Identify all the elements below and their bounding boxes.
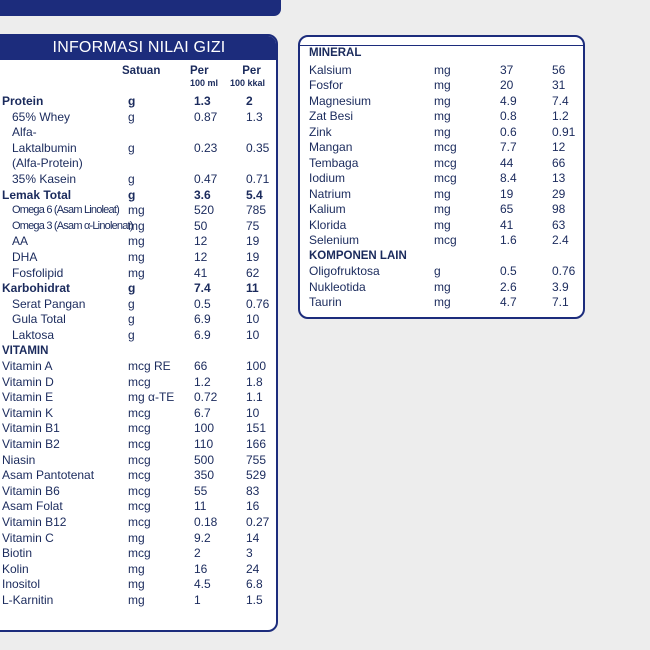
nutrient-name: Niasin: [2, 452, 36, 467]
per-100kkal-value: 62: [246, 265, 260, 280]
nutrient-name: Alfa-Laktalbumin (Alfa-Protein): [12, 125, 83, 171]
table-row: [0, 188, 276, 204]
table-row: [0, 312, 276, 328]
nutrient-name: Omega 6 (Asam Linoleat): [12, 204, 119, 217]
nutrient-name: Inositol: [2, 577, 41, 592]
unit-cell: mg: [434, 124, 451, 139]
per-100kkal-value: 10: [246, 405, 260, 420]
per-100ml-value: 19: [500, 186, 514, 201]
nutrient-name: Zink: [309, 124, 332, 139]
unit-cell: mcg: [434, 140, 457, 154]
nutrient-name: MINERAL: [309, 47, 362, 59]
table-row: [300, 140, 583, 156]
per-100kkal-value: 11: [246, 281, 259, 296]
nutrient-name: Lemak Total: [2, 187, 72, 202]
nutrient-name: Serat Pangan: [12, 296, 86, 311]
table-row: [0, 328, 276, 344]
unit-cell: mcg: [128, 515, 151, 530]
nutrient-name: L-Karnitin: [2, 593, 54, 608]
table-row: [0, 562, 276, 578]
nutrient-name: Iodium: [309, 171, 346, 185]
per-100kkal-value: 529: [246, 468, 267, 483]
unit-cell: mg: [434, 93, 451, 108]
per-100ml-value: 0.5: [500, 264, 517, 278]
per-100ml-value: 0.8: [500, 109, 517, 123]
unit-cell: mcg: [128, 437, 151, 452]
table-row: [0, 531, 276, 547]
per-100kkal-value: 2: [246, 94, 253, 108]
table-row: [300, 78, 583, 94]
unit-cell: g: [128, 312, 135, 327]
per-100kkal-value: 1.3: [246, 109, 263, 124]
top-banner-strip: [0, 0, 281, 16]
nutrient-name: Fosfor: [309, 78, 344, 92]
per-100ml-value: 44: [500, 155, 514, 170]
table-row: [300, 218, 583, 234]
table-row: [0, 94, 276, 110]
nutrient-name: Kalium: [309, 202, 346, 216]
table-row: [0, 437, 276, 453]
per-100ml-value: 100: [194, 421, 215, 436]
nutrient-name: Klorida: [309, 217, 347, 232]
nutrient-name: Oligofruktosa: [309, 264, 380, 278]
table-row: [0, 110, 276, 126]
per-100ml-value: 37: [500, 62, 514, 77]
per-100kkal-value: 19: [246, 249, 260, 264]
per-100kkal-value: 5.4: [246, 187, 263, 202]
table-row: [0, 297, 276, 313]
unit-cell: mg: [128, 249, 145, 264]
unit-cell: mcg: [128, 499, 151, 514]
per-100kkal-value: 13: [552, 171, 566, 185]
nutrient-name: Taurin: [309, 295, 342, 309]
per-100kkal-value: 19: [246, 234, 260, 249]
per-100kkal-value: 3: [246, 546, 253, 561]
nutrient-name: AA: [12, 234, 29, 249]
per-100kkal-value: 1.8: [246, 374, 263, 389]
per-100ml-header: [190, 65, 218, 88]
per-100kkal-value: 31: [552, 78, 566, 92]
unit-cell: mg: [434, 295, 451, 309]
unit-cell: mg: [128, 218, 145, 233]
per-100ml-value: 3.6: [194, 187, 211, 202]
per-100ml-value: 6.7: [194, 405, 211, 420]
per-100ml-value: 6.9: [194, 312, 211, 327]
per-100kkal-value: 98: [552, 202, 566, 216]
table-row: [300, 171, 583, 187]
per-100kkal-value: 16: [246, 499, 260, 514]
nutrient-name: Omega 3 (Asam α-Linolenat): [12, 219, 133, 232]
table-row: [0, 375, 276, 391]
per-100kkal-value: 785: [246, 203, 267, 218]
per-100ml-value: 20: [500, 78, 514, 92]
nutrient-name: Laktosa: [12, 327, 55, 342]
unit-cell: mg: [434, 62, 451, 77]
per-100kkal-value: 14: [246, 530, 260, 545]
per-100ml-value: 11: [194, 499, 207, 514]
table-row: [0, 219, 276, 235]
per-100kkal-value: 0.76: [246, 296, 270, 311]
per-100kkal-value: 7.1: [552, 295, 569, 309]
nutrient-name: Vitamin B1: [2, 421, 60, 436]
nutrient-name: Mangan: [309, 140, 353, 154]
nutrient-name: 65% Whey: [12, 109, 71, 124]
nutrient-name: Vitamin B12: [2, 515, 67, 530]
per-100ml-value: 65: [500, 202, 514, 216]
nutrient-name: Natrium: [309, 186, 352, 201]
unit-cell: mg: [128, 593, 145, 608]
nutrient-name: Kolin: [2, 561, 29, 576]
unit-cell: mg: [434, 78, 451, 92]
unit-cell: mg: [434, 279, 451, 294]
nutrient-name: Tembaga: [309, 155, 359, 170]
table-row: [0, 359, 276, 375]
nutrient-name: Asam Folat: [2, 499, 63, 514]
table-row: [0, 234, 276, 250]
per-100kkal-value: 1.2: [552, 109, 569, 123]
table-row: [0, 468, 276, 484]
unit-cell: mg: [128, 234, 145, 249]
nutrient-name: Selenium: [309, 233, 360, 247]
per-100ml-value: 110: [194, 437, 214, 452]
unit-cell: mcg: [434, 155, 457, 170]
nutrient-name: Karbohidrat: [2, 281, 71, 296]
per-100ml-value: 0.87: [194, 109, 218, 124]
per-100kkal-value: 29: [552, 186, 566, 201]
per-100kkal-value: 63: [552, 217, 566, 232]
per-100kkal-value: 24: [246, 561, 260, 576]
table-row: [300, 125, 583, 141]
unit-cell: mcg: [128, 468, 151, 483]
per-100kkal-value: 7.4: [552, 93, 569, 108]
per-100ml-value: 16: [194, 561, 208, 576]
unit-cell: mcg RE: [128, 359, 171, 374]
table-row: [300, 63, 583, 79]
table-row: [300, 264, 583, 280]
per-100ml-value: 0.47: [194, 171, 218, 186]
table-row: [0, 125, 276, 172]
table-row: [300, 249, 583, 265]
unit-cell: mg: [434, 217, 451, 232]
per-100ml-sub: 100 ml: [190, 78, 219, 88]
per-100ml-value: 9.2: [194, 530, 211, 545]
unit-cell: mcg: [128, 546, 151, 561]
unit-cell: mg: [128, 203, 145, 218]
per-100ml-value: 7.7: [500, 140, 517, 154]
table-row: [0, 281, 276, 297]
nutrient-name: Zat Besi: [309, 109, 354, 123]
per-100ml-value: 1.3: [194, 94, 211, 108]
unit-cell: mcg: [434, 233, 457, 247]
table-row: [0, 344, 276, 360]
nutrition-rows: [0, 94, 276, 609]
nutrient-name: Nukleotida: [309, 279, 366, 294]
per-100kkal-value: 755: [246, 452, 267, 467]
per-100kkal-value: 0.91: [552, 124, 576, 139]
unit-cell: g: [434, 264, 441, 278]
nutrient-name: KOMPONEN LAIN: [309, 249, 407, 262]
per-100kkal-value: 1.1: [246, 390, 263, 405]
unit-cell: g: [128, 187, 136, 202]
per-100ml-value: 7.4: [194, 281, 211, 296]
nutrient-name: Vitamin B6: [2, 483, 60, 498]
table-row: [0, 406, 276, 422]
per-100kkal-value: 10: [246, 312, 260, 327]
per-100kkal-value: 1.5: [246, 593, 263, 608]
per-100kkal-value: 166: [246, 437, 267, 452]
table-row: [0, 546, 276, 562]
nutrient-name: VITAMIN: [2, 344, 49, 357]
per-100kkal-value: 0.71: [246, 171, 270, 186]
unit-cell: g: [128, 171, 135, 186]
per-100kkal-value: 2.4: [552, 233, 569, 247]
table-row: [300, 94, 583, 110]
unit-cell: mg: [128, 530, 145, 545]
table-row: [0, 421, 276, 437]
per-100ml-value: 12: [194, 234, 208, 249]
table-row: [0, 515, 276, 531]
mineral-panel: [298, 35, 585, 319]
table-row: [0, 577, 276, 593]
per-100kkal-value: 0.76: [552, 264, 576, 278]
table-row: [0, 266, 276, 282]
per-100kkal-value: 0.27: [246, 515, 270, 530]
nutrient-name: Vitamin E: [2, 390, 54, 405]
nutrient-name: Vitamin K: [2, 405, 54, 420]
table-row: [300, 156, 583, 172]
nutrient-name: Kalsium: [309, 62, 352, 77]
unit-cell: g: [128, 94, 136, 108]
nutrient-name: Biotin: [2, 546, 33, 561]
unit-cell: mcg: [128, 452, 151, 467]
per-100kkal-value: 83: [246, 483, 260, 498]
per-100ml-value: 0.5: [194, 296, 211, 311]
table-row: [300, 280, 583, 296]
unit-cell: mg: [128, 561, 145, 576]
per-100ml-value: 1.2: [194, 374, 211, 389]
table-row: [300, 187, 583, 203]
per-100ml-value: 0.6: [500, 124, 517, 139]
per-100ml-value: 0.72: [194, 390, 218, 405]
nutrient-name: Vitamin C: [2, 530, 54, 545]
nutrient-name: DHA: [12, 249, 38, 264]
per-100ml-value: 0.18: [194, 515, 218, 530]
per-100kkal-value: 12: [552, 140, 566, 154]
per-100ml-value: 41: [500, 217, 514, 232]
unit-cell: mg α-TE: [128, 390, 175, 405]
per-100kkal-value: 100: [246, 359, 267, 374]
unit-cell: g: [128, 281, 136, 296]
per-100kkal-label: Per: [242, 65, 261, 77]
unit-cell: mg: [434, 202, 451, 216]
nutrient-name: 35% Kasein: [12, 171, 77, 186]
table-row: [0, 593, 276, 609]
unit-cell: mcg: [434, 171, 457, 185]
unit-cell: mg: [434, 109, 451, 123]
table-row: [300, 109, 583, 125]
per-100ml-value: 2: [194, 546, 201, 561]
per-100ml-value: 350: [194, 468, 215, 483]
per-100kkal-value: 3.9: [552, 279, 569, 294]
per-100ml-value: 4.7: [500, 295, 517, 309]
per-100kkal-value: 10: [246, 327, 260, 342]
unit-header: Satuan: [122, 65, 161, 77]
nutrient-name: Fosfolipid: [12, 265, 64, 280]
per-100ml-value: 8.4: [500, 171, 517, 185]
table-row: [0, 172, 276, 188]
per-100kkal-value: 6.8: [246, 577, 263, 592]
table-header: [0, 60, 276, 94]
per-100kkal-value: 0.35: [246, 140, 270, 155]
per-100ml-value: 500: [194, 452, 215, 467]
mineral-rows: [300, 45, 583, 311]
per-100kkal-value: 151: [246, 421, 267, 436]
per-100kkal-sub: 100 kkal: [230, 78, 266, 88]
per-100ml-value: 55: [194, 483, 208, 498]
unit-cell: g: [128, 109, 135, 124]
nutrient-name: Vitamin B2: [2, 437, 60, 452]
unit-cell: g: [128, 140, 135, 155]
unit-cell: mcg: [128, 421, 151, 436]
per-100ml-value: 50: [194, 218, 208, 233]
per-100kkal-value: 56: [552, 62, 566, 77]
table-row: [300, 233, 583, 249]
per-100ml-value: 0.23: [194, 140, 218, 155]
per-100ml-value: 1.6: [500, 233, 517, 247]
per-100ml-label: Per: [190, 65, 209, 77]
unit-cell: g: [128, 327, 135, 342]
per-100ml-value: 4.9: [500, 93, 517, 108]
nutrient-name: Magnesium: [309, 93, 372, 108]
per-100kkal-value: 75: [246, 218, 260, 233]
per-100kkal-header: [230, 65, 266, 88]
panel-title: INFORMASI NILAI GIZI: [0, 36, 276, 60]
per-100ml-value: 2.6: [500, 279, 517, 294]
table-row: [0, 390, 276, 406]
nutrient-name: Gula Total: [12, 312, 66, 327]
unit-cell: mg: [434, 186, 451, 201]
per-100ml-value: 520: [194, 203, 215, 218]
unit-cell: g: [128, 296, 135, 311]
table-row: [0, 250, 276, 266]
per-100ml-value: 1: [194, 593, 201, 608]
per-100ml-value: 12: [194, 249, 208, 264]
unit-cell: mcg: [128, 483, 151, 498]
unit-cell: mcg: [128, 374, 151, 389]
per-100ml-value: 6.9: [194, 327, 211, 342]
nutrient-name: Protein: [2, 94, 44, 108]
table-row: [300, 202, 583, 218]
nutrient-name: Asam Pantotenat: [2, 468, 95, 483]
per-100ml-value: 66: [194, 359, 208, 374]
per-100ml-value: 4.5: [194, 577, 211, 592]
table-row: [0, 203, 276, 219]
table-row: [0, 484, 276, 500]
unit-cell: mcg: [128, 405, 151, 420]
per-100ml-value: 41: [194, 265, 208, 280]
unit-cell: mg: [128, 577, 145, 592]
table-row: [300, 45, 583, 63]
table-row: [0, 499, 276, 515]
nutrient-name: Vitamin D: [2, 374, 54, 389]
nutrition-facts-panel: [0, 34, 278, 632]
unit-cell: mg: [128, 265, 145, 280]
nutrient-name: Vitamin A: [2, 359, 53, 374]
table-row: [300, 295, 583, 311]
per-100kkal-value: 66: [552, 155, 566, 170]
table-row: [0, 453, 276, 469]
